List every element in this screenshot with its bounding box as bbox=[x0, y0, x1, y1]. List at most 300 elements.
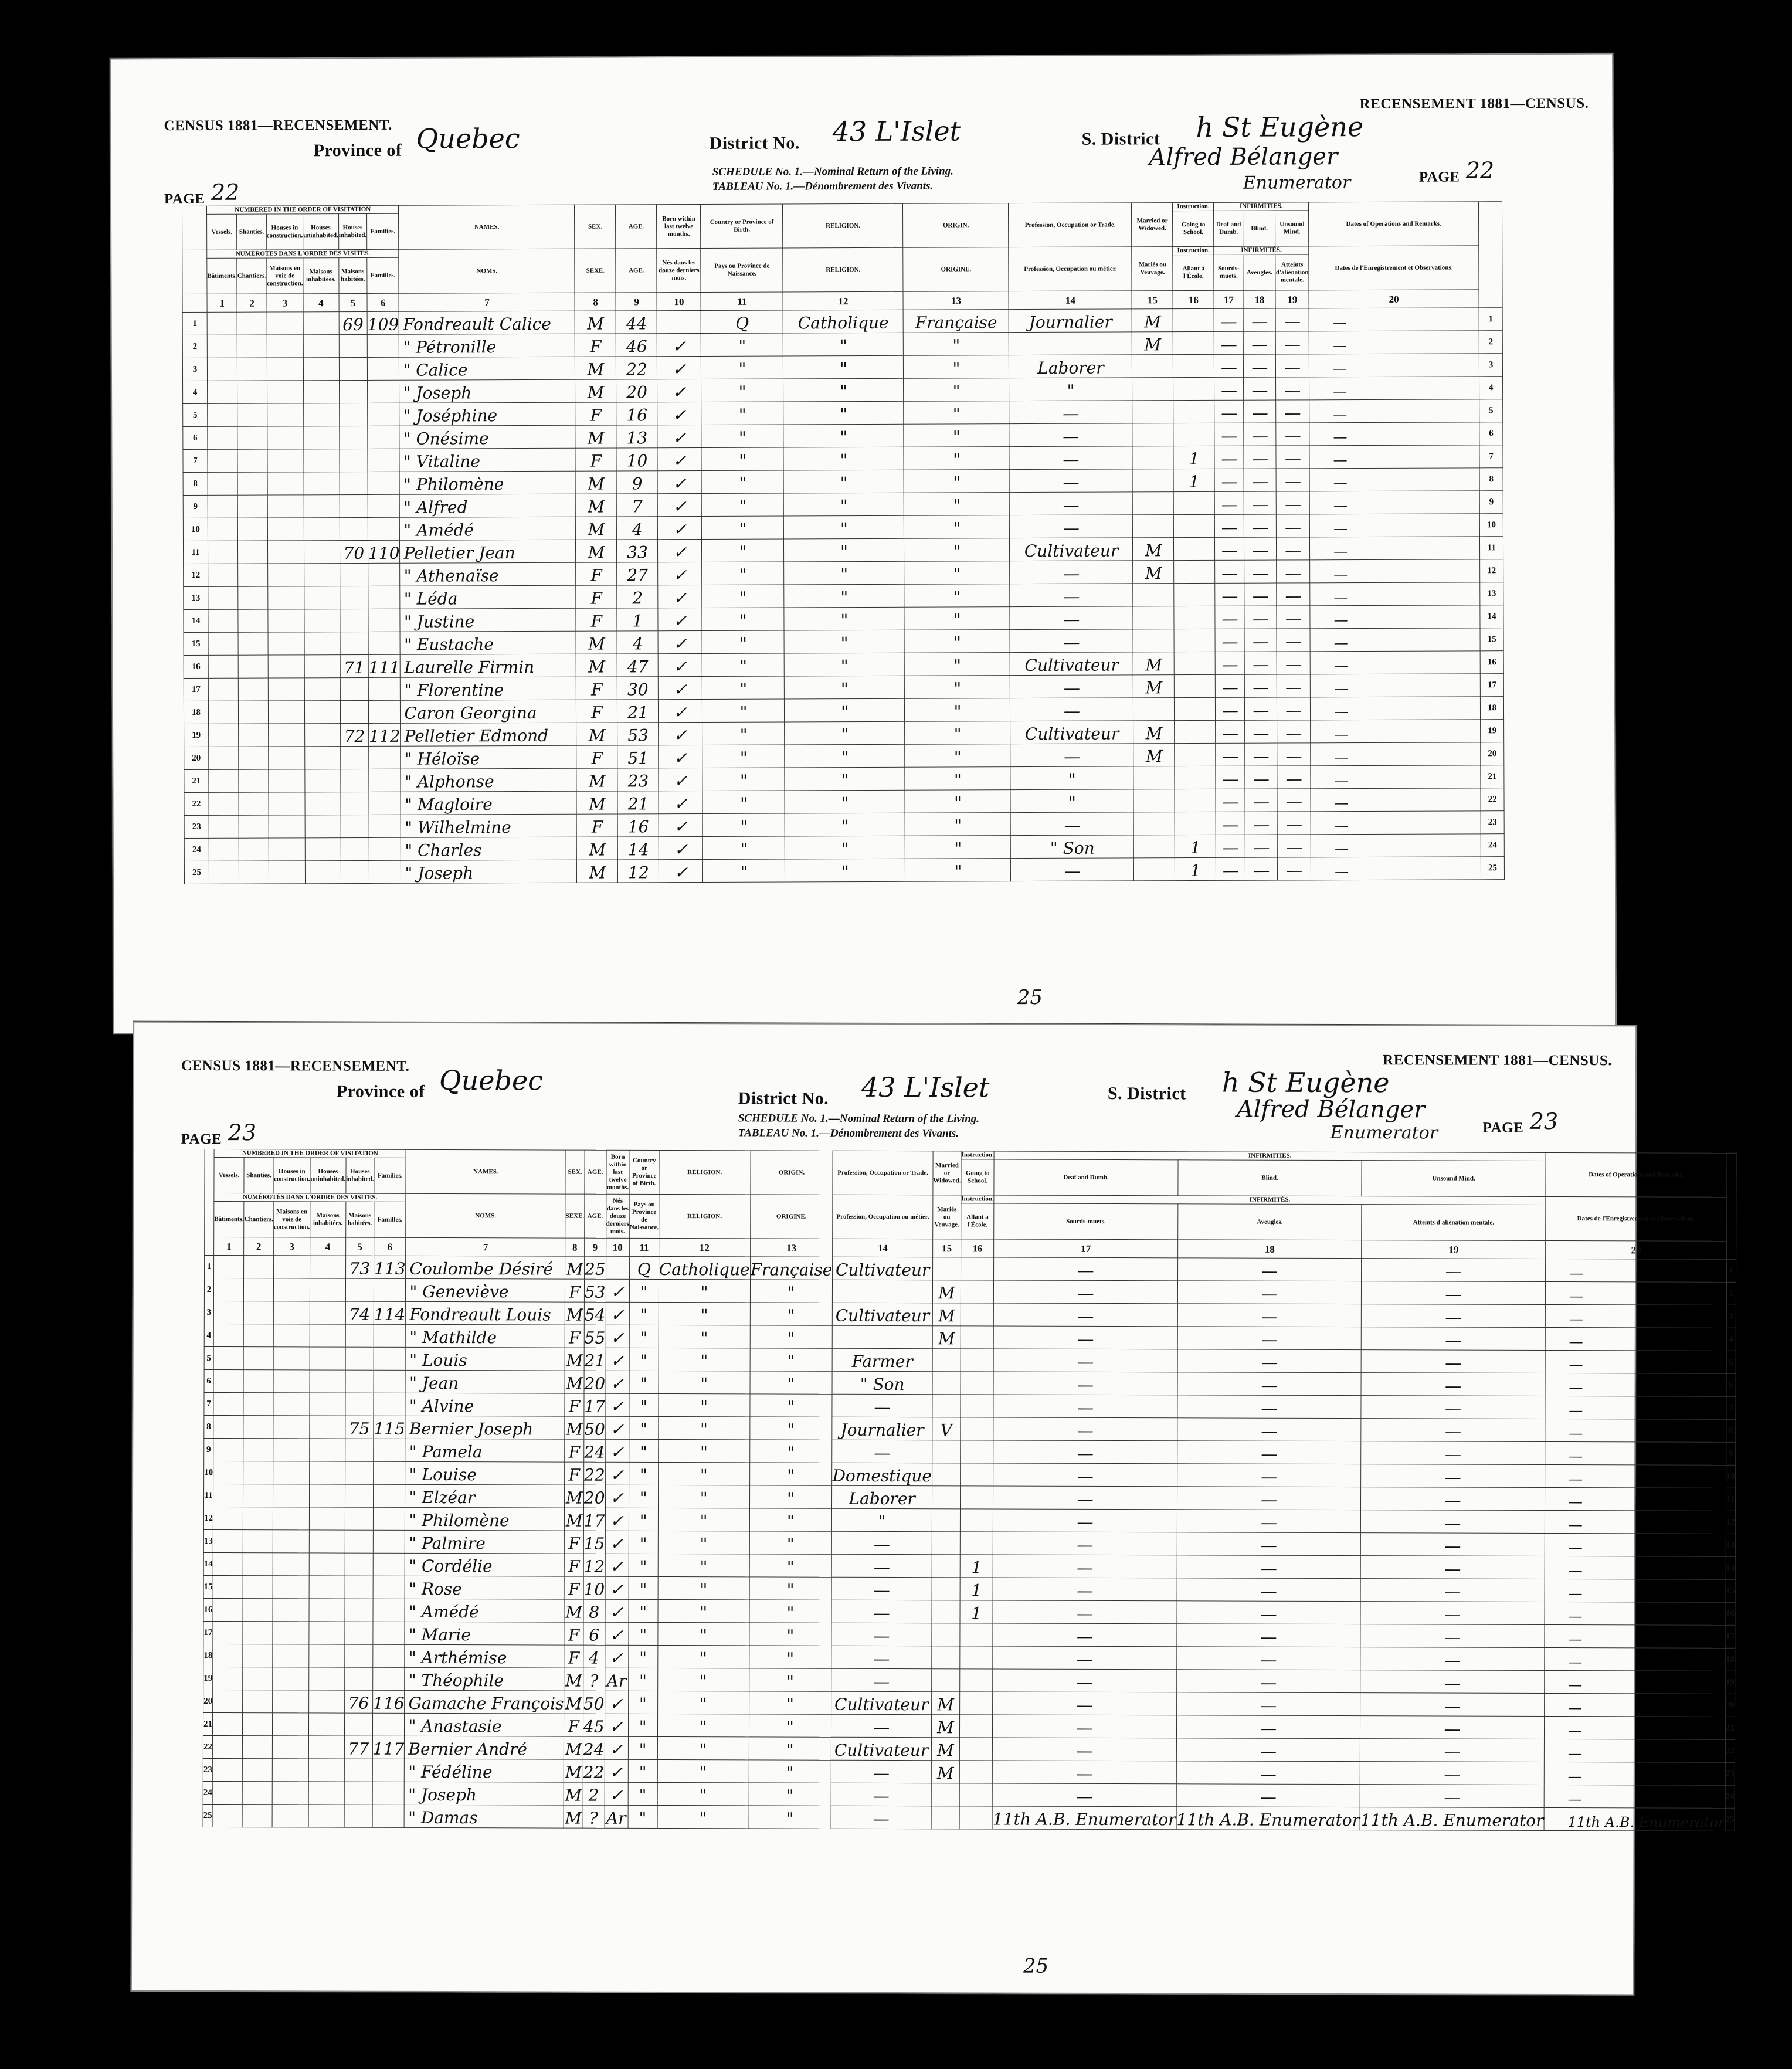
houses-uninhabited-cell bbox=[310, 1301, 345, 1324]
houses-construction-cell bbox=[267, 358, 304, 381]
sdistrict-label: S. District bbox=[1107, 1083, 1186, 1104]
unsound-cell: — bbox=[1362, 1281, 1546, 1305]
shanties-cell bbox=[239, 724, 268, 747]
remarks-cell: — bbox=[1545, 1464, 1726, 1488]
numbered-heading-en: NUMBERED IN THE ORDER OF VISITATION bbox=[214, 1149, 406, 1158]
table-row bbox=[203, 1507, 1735, 1534]
col-head-fr-14: Profession, Occupation ou métier. bbox=[833, 1195, 933, 1239]
origin-cell: " bbox=[905, 859, 1011, 882]
deaf-dumb-cell: — bbox=[1216, 766, 1245, 789]
born-last-year-cell: ✓ bbox=[605, 1462, 629, 1485]
col-head-fr-9: AGE. bbox=[585, 1194, 606, 1238]
remarks-cell: 11th A.B. Enumerator bbox=[1544, 1807, 1725, 1831]
houses-construction-cell bbox=[272, 1690, 309, 1713]
right-line-number: 22 bbox=[1481, 788, 1504, 811]
unsound-cell: — bbox=[1360, 1602, 1545, 1625]
right-line-number: 19 bbox=[1481, 720, 1504, 742]
religion-cell: " bbox=[659, 1302, 750, 1325]
houses-uninhabited-cell bbox=[303, 358, 339, 381]
blind-cell: — bbox=[1244, 400, 1276, 423]
col-number: 3 bbox=[267, 294, 304, 312]
houses-construction-cell bbox=[268, 769, 305, 792]
religion-cell: " bbox=[783, 333, 904, 356]
origin-cell: " bbox=[749, 1508, 832, 1531]
family-number bbox=[374, 1347, 406, 1370]
sex-cell: M bbox=[575, 311, 616, 334]
col-number: 20 bbox=[1309, 290, 1479, 308]
religion-cell: " bbox=[784, 493, 904, 516]
birthplace-cell: " bbox=[702, 470, 784, 493]
origin-cell: " bbox=[904, 470, 1010, 493]
religion-cell: " bbox=[658, 1462, 749, 1485]
remarks-cell: — bbox=[1309, 377, 1479, 400]
profession-cell: " bbox=[1010, 766, 1133, 790]
remarks-cell: — bbox=[1545, 1602, 1726, 1625]
unsound-cell: — bbox=[1278, 835, 1311, 857]
age-cell: 16 bbox=[616, 402, 657, 425]
remarks-cell: — bbox=[1545, 1579, 1726, 1602]
religion-cell: " bbox=[658, 1531, 749, 1554]
school-cell bbox=[961, 1303, 993, 1326]
blind-cell: — bbox=[1177, 1555, 1361, 1579]
origin-cell: " bbox=[905, 653, 1010, 676]
line-number: 8 bbox=[183, 472, 208, 495]
married-cell bbox=[931, 1806, 959, 1829]
birthplace-cell: " bbox=[702, 745, 785, 768]
shanties-cell bbox=[243, 1553, 273, 1576]
enumerator-name: Alfred Bélanger bbox=[1236, 1095, 1426, 1124]
right-line-number: 21 bbox=[1725, 1717, 1735, 1739]
origin-cell: " bbox=[905, 767, 1010, 791]
profession-cell: — bbox=[831, 1783, 932, 1806]
married-cell bbox=[1132, 423, 1173, 446]
blind-cell: — bbox=[1244, 491, 1277, 514]
houses-uninhabited-cell bbox=[304, 495, 340, 518]
school-cell bbox=[1173, 354, 1214, 377]
shanties-cell bbox=[243, 1439, 273, 1461]
col-head-fr-19: Atteints d'aliénation mentale. bbox=[1362, 1205, 1546, 1241]
profession-cell: — bbox=[1010, 606, 1133, 630]
shanties-cell bbox=[237, 403, 267, 426]
col-head-fr-2: Chantiers. bbox=[237, 258, 266, 294]
col-number: 18 bbox=[1243, 290, 1275, 308]
district-value: 43 L'Islet bbox=[832, 115, 961, 148]
shanties-cell bbox=[239, 678, 268, 701]
remarks-cell: — bbox=[1545, 1510, 1726, 1534]
col-number: 10 bbox=[657, 292, 701, 310]
right-line-number: 8 bbox=[1726, 1419, 1736, 1442]
line-number: 10 bbox=[204, 1461, 213, 1484]
deaf-dumb-cell: — bbox=[993, 1372, 1177, 1395]
col-number: 7 bbox=[406, 1237, 565, 1256]
vessels-cell bbox=[208, 564, 239, 586]
col-number: 19 bbox=[1362, 1240, 1546, 1259]
school-cell bbox=[959, 1738, 992, 1761]
unsound-cell: — bbox=[1277, 766, 1311, 789]
right-line-number: 16 bbox=[1480, 651, 1503, 674]
person-name: Caron Georgina bbox=[401, 700, 576, 723]
deaf-dumb-cell: — bbox=[993, 1417, 1177, 1441]
vessels-cell bbox=[213, 1507, 243, 1530]
vessels-cell bbox=[208, 381, 238, 403]
person-name: " Joseph bbox=[401, 860, 577, 883]
col-number: 14 bbox=[833, 1239, 933, 1257]
age-cell: 2 bbox=[583, 1782, 605, 1805]
religion-cell: " bbox=[658, 1576, 749, 1599]
married-cell bbox=[932, 1600, 960, 1623]
blind-cell: — bbox=[1244, 469, 1277, 491]
vessels-cell bbox=[208, 426, 238, 449]
born-last-year-cell: ✓ bbox=[605, 1645, 628, 1668]
married-cell: M bbox=[931, 1715, 959, 1738]
houses-uninhabited-cell bbox=[304, 655, 340, 678]
birthplace-cell: " bbox=[629, 1302, 659, 1325]
person-name: " Eustache bbox=[401, 631, 576, 654]
remarks-cell: — bbox=[1545, 1670, 1726, 1694]
age-cell: 13 bbox=[616, 425, 657, 448]
age-cell: 12 bbox=[618, 860, 659, 883]
family-number bbox=[374, 1370, 406, 1393]
family-number bbox=[368, 517, 400, 540]
age-cell: 22 bbox=[583, 1462, 605, 1485]
school-cell bbox=[1173, 331, 1214, 354]
origin-cell: " bbox=[904, 424, 1009, 447]
school-cell: 1 bbox=[1173, 446, 1214, 469]
col-number: 2 bbox=[244, 1237, 273, 1256]
born-last-year-cell: ✓ bbox=[605, 1736, 628, 1759]
houses-construction-cell bbox=[267, 564, 304, 586]
sex-cell: F bbox=[565, 1325, 585, 1348]
col-number: 9 bbox=[616, 293, 657, 311]
table-row bbox=[203, 1781, 1735, 1808]
blind-cell: — bbox=[1245, 674, 1277, 697]
house-number: 70 bbox=[340, 540, 368, 563]
remarks-cell: — bbox=[1309, 514, 1479, 537]
blind-cell: — bbox=[1177, 1578, 1361, 1602]
remarks-cell: — bbox=[1309, 354, 1479, 377]
origin-cell: " bbox=[749, 1714, 831, 1737]
family-number bbox=[373, 1599, 405, 1622]
religion-cell: " bbox=[658, 1599, 749, 1622]
houses-uninhabited-cell bbox=[305, 724, 341, 747]
right-line-number: 20 bbox=[1481, 742, 1504, 765]
unsound-cell: — bbox=[1360, 1739, 1545, 1762]
profession-cell: — bbox=[831, 1760, 932, 1783]
married-cell bbox=[932, 1623, 960, 1646]
page-total: 25 bbox=[1017, 985, 1043, 1010]
age-cell: ? bbox=[583, 1668, 605, 1691]
line-number: 19 bbox=[184, 724, 209, 747]
school-cell: 1 bbox=[960, 1555, 993, 1578]
family-number bbox=[368, 472, 400, 494]
profession-cell: Laborer bbox=[1009, 355, 1132, 378]
enumerator-label: Enumerator bbox=[1330, 1122, 1438, 1144]
col-head-en-10: Born within last twelve months. bbox=[606, 1150, 629, 1194]
sex-cell: F bbox=[575, 334, 616, 357]
house-number bbox=[341, 860, 369, 883]
right-line-number: 10 bbox=[1479, 514, 1503, 537]
sex-cell: M bbox=[575, 379, 616, 402]
person-name: " Wilhelmine bbox=[401, 814, 577, 837]
married-cell bbox=[1132, 401, 1173, 423]
unsound-cell: — bbox=[1277, 606, 1310, 629]
vessels-cell bbox=[209, 769, 239, 792]
remarks-cell: — bbox=[1545, 1396, 1726, 1419]
page-number-right: 22 bbox=[1465, 157, 1495, 184]
remarks-cell: — bbox=[1311, 697, 1481, 720]
deaf-dumb-cell: — bbox=[1216, 835, 1245, 857]
line-number: 25 bbox=[184, 861, 209, 884]
col-head-fr-15: Mariés ou Veuvage. bbox=[933, 1195, 961, 1239]
religion-cell: " bbox=[785, 653, 905, 676]
person-name: " Léda bbox=[400, 585, 576, 609]
married-cell bbox=[932, 1578, 960, 1600]
census-title-right: RECENSEMENT 1881—CENSUS. bbox=[1359, 95, 1589, 113]
houses-uninhabited-cell bbox=[310, 1256, 346, 1278]
sex-cell: M bbox=[564, 1668, 583, 1691]
house-number bbox=[344, 1782, 372, 1805]
deaf-dumb-cell: — bbox=[993, 1395, 1177, 1418]
sex-cell: F bbox=[576, 677, 617, 700]
sex-cell: M bbox=[577, 860, 618, 883]
person-name: " Elzéar bbox=[405, 1484, 565, 1508]
census-title-left: CENSUS 1881—RECENSEMENT. bbox=[164, 117, 392, 134]
religion-cell: " bbox=[658, 1668, 749, 1691]
col-head-en-17: Deaf and Dumb. bbox=[994, 1159, 1178, 1196]
table-row bbox=[203, 1804, 1735, 1831]
origin-cell: " bbox=[749, 1394, 832, 1417]
birthplace-cell: Q bbox=[701, 310, 783, 333]
houses-construction-cell bbox=[273, 1576, 310, 1599]
deaf-dumb-cell: — bbox=[1214, 331, 1244, 354]
col-number: 5 bbox=[345, 1237, 374, 1256]
census-table bbox=[203, 1149, 1737, 1831]
schedule-fr: TABLEAU No. 1.—Dénombrement des Vivants. bbox=[712, 179, 934, 193]
sex-cell: F bbox=[576, 608, 617, 631]
profession-cell: " bbox=[1009, 378, 1132, 401]
blind-cell: 11th A.B. Enumerator bbox=[1176, 1807, 1360, 1830]
deaf-dumb-cell: — bbox=[993, 1646, 1177, 1670]
married-cell bbox=[1133, 492, 1174, 515]
person-name: Bernier Joseph bbox=[405, 1416, 565, 1439]
religion-cell: " bbox=[785, 790, 905, 813]
married-cell: M bbox=[932, 1303, 961, 1326]
origin-cell: " bbox=[904, 561, 1010, 585]
col-head-en-15: Married or Widowed. bbox=[933, 1151, 961, 1195]
houses-construction-cell bbox=[267, 335, 304, 358]
table-row bbox=[204, 1278, 1736, 1305]
blind-cell: — bbox=[1177, 1510, 1361, 1533]
houses-construction-cell bbox=[268, 655, 305, 678]
vessels-cell bbox=[208, 472, 238, 495]
born-last-year-cell: ✓ bbox=[659, 676, 702, 699]
unsound-cell: — bbox=[1361, 1396, 1545, 1419]
line-number: 6 bbox=[204, 1369, 213, 1392]
age-cell: 46 bbox=[616, 334, 657, 357]
vessels-cell bbox=[209, 838, 239, 861]
age-cell: 50 bbox=[583, 1691, 605, 1714]
school-cell bbox=[1175, 720, 1216, 743]
family-number bbox=[368, 563, 401, 586]
right-line-number: 3 bbox=[1726, 1305, 1736, 1328]
person-name: " Alphonse bbox=[401, 768, 576, 792]
line-number: 6 bbox=[183, 426, 208, 449]
birthplace-cell: " bbox=[629, 1393, 659, 1416]
person-name: " Louis bbox=[406, 1347, 565, 1371]
birthplace-cell: " bbox=[702, 585, 784, 608]
right-line-number: 10 bbox=[1726, 1465, 1735, 1488]
shanties-cell bbox=[239, 792, 268, 815]
unsound-cell: — bbox=[1276, 423, 1309, 446]
col-head-fr-17: Sourds-muets. bbox=[994, 1203, 1178, 1240]
born-last-year-cell: ✓ bbox=[657, 333, 701, 356]
houses-uninhabited-cell bbox=[310, 1461, 345, 1484]
school-cell bbox=[960, 1532, 993, 1555]
married-cell bbox=[1133, 789, 1175, 812]
shanties-cell bbox=[243, 1690, 272, 1713]
houses-construction-cell bbox=[273, 1393, 310, 1416]
age-cell: 7 bbox=[617, 494, 658, 517]
school-cell bbox=[961, 1326, 993, 1349]
houses-construction-cell bbox=[267, 472, 304, 495]
birthplace-cell: " bbox=[702, 699, 785, 722]
vessels-cell bbox=[213, 1622, 243, 1644]
line-number: 5 bbox=[204, 1346, 213, 1369]
deaf-dumb-cell: — bbox=[1216, 697, 1245, 720]
blind-cell: — bbox=[1177, 1464, 1361, 1487]
house-number: 72 bbox=[340, 723, 369, 746]
remarks-cell: — bbox=[1310, 628, 1480, 652]
col-head-en-16: Going to School. bbox=[961, 1159, 994, 1195]
deaf-dumb-cell: — bbox=[1215, 514, 1244, 537]
vessels-cell bbox=[207, 358, 237, 381]
deaf-dumb-cell: 11th A.B. Enumerator bbox=[992, 1806, 1176, 1830]
remarks-cell: — bbox=[1309, 308, 1479, 331]
profession-cell: — bbox=[1010, 629, 1133, 653]
unsound-cell: — bbox=[1277, 652, 1311, 674]
married-cell bbox=[932, 1395, 961, 1417]
house-number bbox=[345, 1576, 373, 1599]
line-number: 7 bbox=[204, 1392, 213, 1415]
born-last-year-cell: ✓ bbox=[605, 1508, 629, 1531]
birthplace-cell: " bbox=[703, 813, 785, 836]
profession-cell: — bbox=[832, 1394, 932, 1417]
religion-cell: " bbox=[658, 1554, 749, 1576]
house-number bbox=[340, 769, 369, 792]
blind-cell: — bbox=[1176, 1692, 1360, 1716]
born-last-year-cell: ✓ bbox=[605, 1554, 629, 1576]
school-cell bbox=[1174, 606, 1215, 629]
age-cell: 22 bbox=[583, 1759, 605, 1782]
vessels-cell bbox=[213, 1370, 244, 1393]
family-number bbox=[368, 494, 400, 517]
right-line-number: 7 bbox=[1479, 445, 1503, 468]
born-last-year-cell: ✓ bbox=[605, 1691, 628, 1714]
origin-cell: " bbox=[749, 1806, 831, 1829]
line-number: 12 bbox=[184, 564, 208, 586]
house-number bbox=[340, 609, 369, 632]
line-number: 16 bbox=[203, 1598, 213, 1621]
family-number bbox=[374, 1461, 406, 1484]
houses-construction-cell bbox=[267, 403, 304, 426]
blind-cell: — bbox=[1176, 1738, 1360, 1762]
origin-cell: " bbox=[904, 630, 1010, 653]
vessels-cell bbox=[207, 335, 237, 358]
origin-cell: " bbox=[749, 1554, 832, 1577]
school-cell bbox=[1174, 629, 1215, 652]
married-cell: M bbox=[1133, 744, 1175, 766]
sex-cell: F bbox=[565, 1462, 584, 1485]
blind-cell: — bbox=[1244, 560, 1277, 583]
profession-cell: Cultivateur bbox=[833, 1303, 933, 1325]
line-number: 23 bbox=[203, 1758, 212, 1781]
houses-construction-cell bbox=[269, 861, 306, 884]
col-number: 11 bbox=[629, 1238, 659, 1256]
married-cell bbox=[931, 1783, 959, 1806]
right-line-number: 23 bbox=[1725, 1762, 1735, 1785]
born-last-year-cell: ✓ bbox=[658, 470, 702, 493]
col-head-fr-9: AGE. bbox=[616, 249, 657, 293]
sex-cell: F bbox=[564, 1645, 583, 1668]
col-head-en-1: Vessels. bbox=[214, 1158, 245, 1193]
right-line-number: 12 bbox=[1480, 559, 1503, 582]
religion-cell: " bbox=[785, 836, 905, 859]
birthplace-cell: " bbox=[702, 653, 785, 676]
sex-cell: F bbox=[576, 700, 617, 723]
house-number bbox=[344, 1759, 372, 1782]
houses-construction-cell bbox=[272, 1713, 309, 1736]
profession-cell: — bbox=[1009, 423, 1132, 447]
houses-uninhabited-cell bbox=[308, 1805, 344, 1827]
col-head-en-15: Married or Widowed. bbox=[1132, 203, 1173, 247]
vessels-cell bbox=[209, 861, 239, 884]
profession-cell: — bbox=[831, 1577, 932, 1600]
profession-cell: — bbox=[832, 1531, 932, 1554]
religion-cell: " bbox=[659, 1393, 750, 1416]
line-number: 22 bbox=[184, 792, 209, 815]
house-number bbox=[340, 563, 368, 586]
houses-construction-cell bbox=[267, 541, 304, 564]
line-number: 9 bbox=[183, 495, 208, 518]
birthplace-cell: " bbox=[702, 768, 785, 791]
sex-cell: M bbox=[576, 540, 617, 562]
unsound-cell: — bbox=[1360, 1647, 1545, 1671]
family-number: 109 bbox=[367, 311, 399, 334]
married-cell: M bbox=[1132, 309, 1173, 332]
sex-cell: M bbox=[565, 1302, 585, 1325]
born-last-year-cell: ✓ bbox=[605, 1531, 629, 1554]
deaf-dumb-cell: — bbox=[993, 1440, 1177, 1464]
birthplace-cell: " bbox=[629, 1531, 658, 1554]
age-cell: 24 bbox=[584, 1439, 606, 1462]
family-number: 114 bbox=[374, 1301, 406, 1324]
houses-uninhabited-cell bbox=[304, 564, 340, 586]
religion-cell: " bbox=[659, 1279, 750, 1302]
remarks-cell: — bbox=[1545, 1533, 1726, 1556]
family-number bbox=[374, 1484, 406, 1507]
shanties-cell bbox=[239, 701, 268, 724]
school-cell bbox=[1173, 308, 1214, 331]
col-head-fr-20: Dates de l'Enregistrement et Observations. bbox=[1546, 1196, 1727, 1241]
blind-cell: — bbox=[1177, 1624, 1361, 1647]
houses-uninhabited-cell bbox=[309, 1576, 345, 1599]
col-head-en-2: Shanties. bbox=[244, 1158, 273, 1193]
table-row bbox=[203, 1552, 1735, 1579]
school-cell bbox=[960, 1692, 993, 1715]
origin-cell: " bbox=[749, 1737, 831, 1760]
school-cell bbox=[961, 1395, 993, 1417]
col-number: 18 bbox=[1177, 1240, 1362, 1259]
